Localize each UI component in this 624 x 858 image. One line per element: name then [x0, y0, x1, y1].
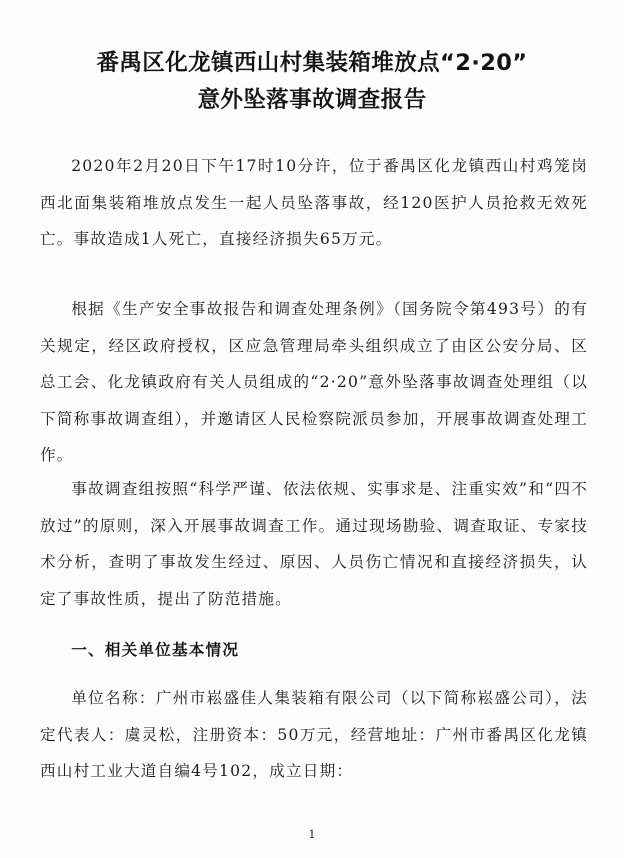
paragraph-incident-summary: 2020年2月20日下午17时10分许，位于番禺区化龙镇西山村鸡笼岗西北面集装箱堆放点发生一起人员坠落事故，经120医护人员抢救无效死亡。事故造成1人死亡，直接经济损失65万元。: [40, 157, 588, 248]
paragraph-legal-basis: 根据《生产安全事故报告和调查处理条例》（国务院令第493号）的有关规定，经区政府授权，区应急管理局牵头组织成立了由区公安分局、区总工会、化龙镇政府有关人员组成的“2·20”意外坠落事故调查处理组（以下简称事故调查组），并邀请区人民检察院派员参加，开展事故调查处理工作。: [40, 300, 588, 464]
document-title-line-2: 意外坠落事故调查报告: [197, 87, 427, 113]
document-title-line-1: 番禺区化龙镇西山村集装箱堆放点“2·20”: [96, 50, 528, 76]
page-number: 1: [308, 828, 316, 841]
section-heading: 一、相关单位基本情况: [71, 641, 240, 659]
paragraph-company-info: 单位名称：广州市崧盛佳人集装箱有限公司（以下简称崧盛公司），法定代表人：虞灵松，注册资本：50万元，经营地址：广州市番禺区化龙镇西山村工业大道自编4号102，成立日期：: [40, 689, 588, 780]
paragraph-investigation-principles: 事故调查组按照“科学严谨、依法依规、实事求是、注重实效”和“四不放过”的原则，深入开展事故调查工作。通过现场勘验、调查取证、专家技术分析，查明了事故发生经过、原因、人员伤亡情况和直接经济损失，认定了事故性质，提出了防范措施。: [40, 480, 588, 608]
